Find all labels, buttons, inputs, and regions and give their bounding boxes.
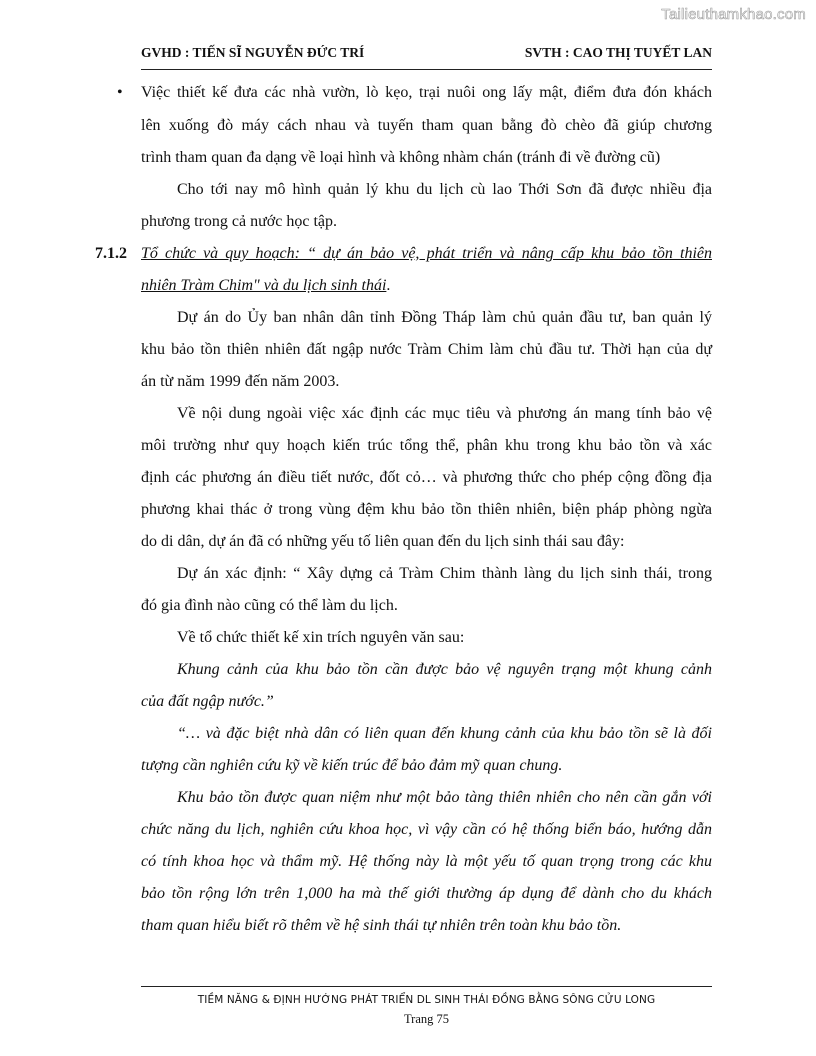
section-title-line2: nhiên Tràm Chim" và du lịch sinh thái bbox=[141, 277, 387, 294]
text-line: do di dân, dự án đã có những yếu tố liên quan đến du lịch sinh thái sau đây: bbox=[141, 533, 625, 550]
bullet-marker: • bbox=[117, 84, 123, 101]
quote-line: tượng cần nghiên cứu kỹ về kiến trúc để bảo đảm mỹ quan chung. bbox=[141, 757, 563, 774]
text-line: Dự án do Ủy ban nhân dân tỉnh Đồng Tháp làm chủ quản đầu tư, ban quản lý bbox=[177, 309, 712, 326]
header-advisor: GVHD : TIẾN SĨ NGUYỄN ĐỨC TRÍ bbox=[141, 45, 365, 60]
text-line: phương khai thác ở trong vùng đệm khu bảo tồn thiên nhiên, biện pháp phòng ngừa bbox=[141, 501, 712, 518]
text-line: phương trong cả nước học tập. bbox=[141, 213, 337, 230]
quote-line: của đất ngập nước.” bbox=[141, 693, 274, 710]
footer-divider bbox=[141, 986, 712, 987]
text-line: đó gia đình nào cũng có thể làm du lịch. bbox=[141, 597, 398, 614]
section-title-end: . bbox=[386, 277, 391, 294]
quote-line: bảo tồn rộng lớn trên 1,000 ha mà thế giới thường áp dụng để dành cho du khách bbox=[141, 885, 712, 902]
text-line: khu bảo tồn thiên nhiên đất ngập nước Tràm Chim làm chủ đầu tư. Thời hạn của dự bbox=[141, 341, 712, 358]
section-number: 7.1.2 bbox=[95, 245, 127, 262]
text-line: Việc thiết kế đưa các nhà vườn, lò kẹo, trại nuôi ong lấy mật, điểm đưa đón khách bbox=[141, 84, 712, 101]
page-number: Trang 75 bbox=[403, 1012, 450, 1026]
page-header bbox=[141, 45, 712, 70]
text-line: trình tham quan đa dạng về loại hình và không nhàm chán (tránh đi về đường cũ) bbox=[141, 149, 661, 166]
section-title-cont bbox=[141, 276, 712, 296]
quote-line: có tính khoa học và thẩm mỹ. Hệ thống này là một yếu tố quan trọng trong các khu bbox=[141, 853, 712, 870]
text-line: định các phương án điều tiết nước, đốt cỏ… và phương thức cho phép cộng đồng địa bbox=[141, 469, 712, 486]
text-line: lên xuống đò máy cách nhau và tuyến tham quan bằng đò chèo đã giúp chương bbox=[141, 117, 712, 134]
quote-line: “… và đặc biệt nhà dân có liên quan đến khung cảnh của khu bảo tồn sẽ là đối bbox=[177, 725, 712, 742]
text-line: Cho tới nay mô hình quản lý khu du lịch cù lao Thới Sơn đã được nhiều địa bbox=[177, 181, 712, 198]
text-line: Về tổ chức thiết kế xin trích nguyên văn sau: bbox=[177, 629, 465, 646]
footer-title: TIỀM NĂNG & ĐỊNH HƯỚNG PHÁT TRIỂN DL SINH THÁI ĐỒNG BẰNG SÔNG CỬU LONG bbox=[197, 994, 656, 1006]
text-line: Về nội dung ngoài việc xác định các mục tiêu và phương án mang tính bảo vệ bbox=[177, 405, 712, 422]
quote-line: tham quan hiểu biết rõ thêm về hệ sinh thái tự nhiên trên toàn khu bảo tồn. bbox=[141, 917, 622, 934]
text-line: án từ năm 1999 đến năm 2003. bbox=[141, 373, 340, 390]
section-title: Tổ chức và quy hoạch: “ dự án bảo vệ, phát triển và nâng cấp khu bảo tồn thiên bbox=[141, 245, 712, 262]
quote-line: Khu bảo tồn được quan niệm như một bảo tàng thiên nhiên cho nên cần gắn với bbox=[177, 789, 712, 806]
text-line: Dự án xác định: “ Xây dựng cả Tràm Chim thành làng du lịch sinh thái, trong bbox=[177, 565, 712, 582]
quote-line: chức năng du lịch, nghiên cứu khoa học, vì vậy cần có hệ thống biển báo, hướng dẫn bbox=[141, 821, 712, 838]
watermark: Tailieuthamkhao.com bbox=[661, 6, 806, 23]
text-line: môi trường như quy hoạch kiến trúc tổng thể, phân khu trong khu bảo tồn và xác bbox=[141, 437, 712, 454]
quote-line: Khung cảnh của khu bảo tồn cần được bảo vệ nguyên trạng một khung cảnh bbox=[177, 661, 712, 678]
header-student: SVTH : CAO THỊ TUYẾT LAN bbox=[524, 45, 712, 60]
